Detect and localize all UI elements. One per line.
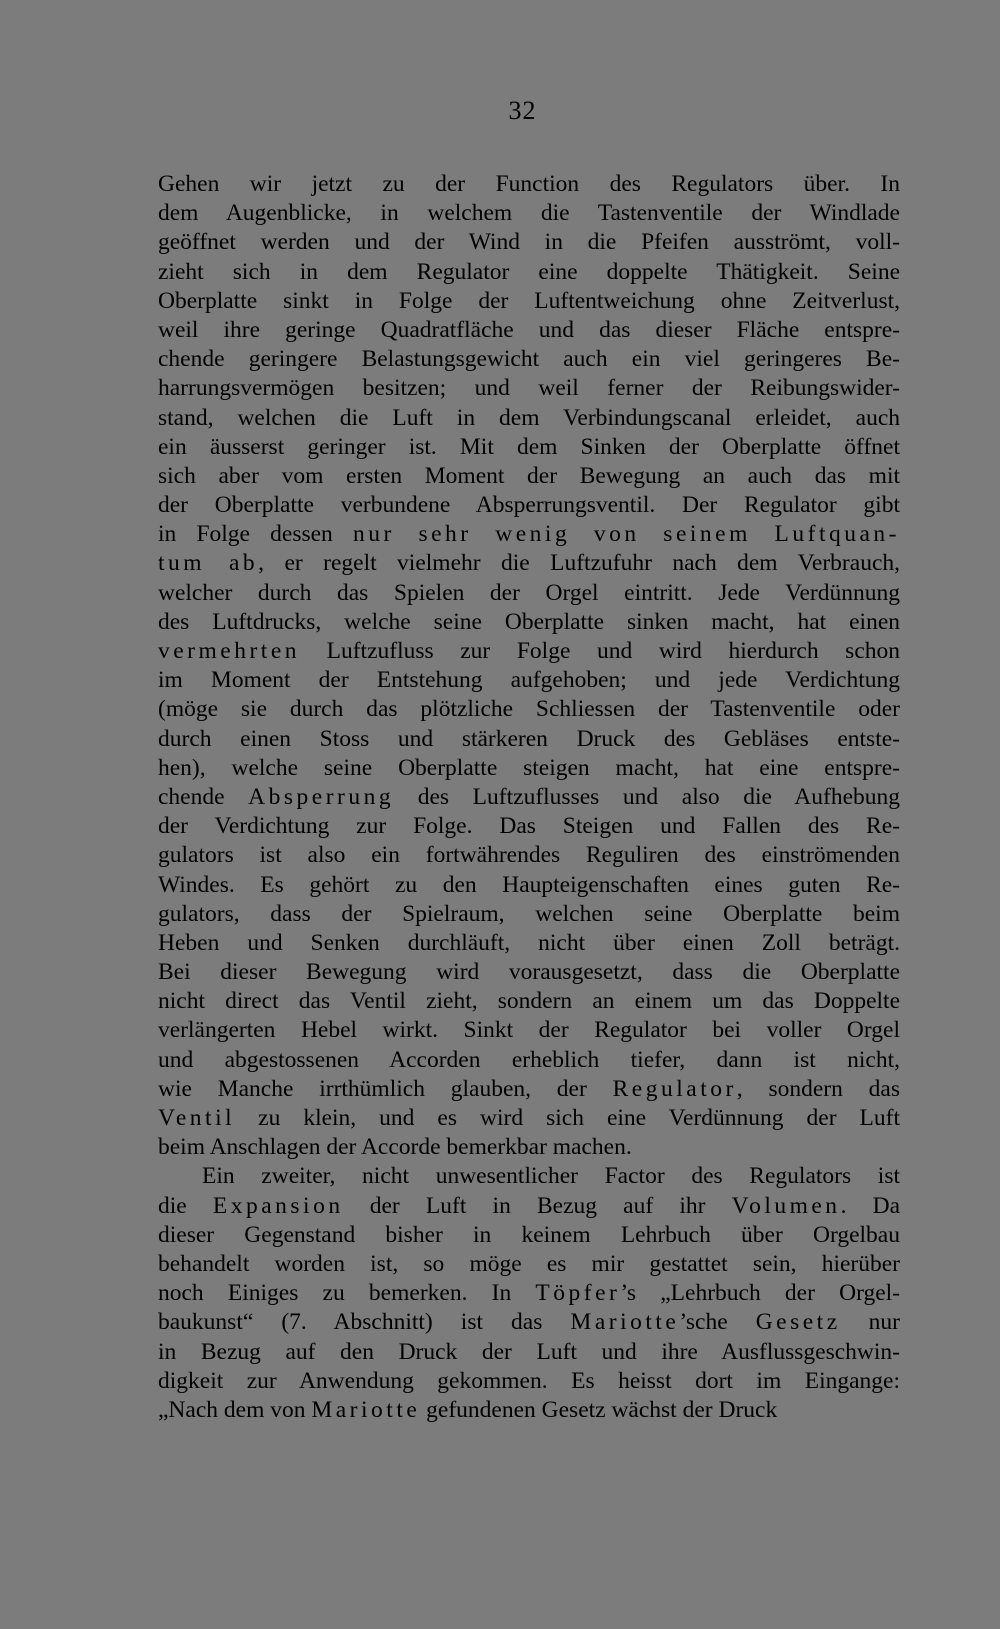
text-line [158, 929, 900, 958]
text-line [158, 987, 900, 1016]
text-line [158, 549, 900, 578]
text-segment: „Nach dem von [158, 1396, 312, 1423]
text-line [158, 754, 900, 783]
text-segment: Oberplatte sinkt in Folge der Luftentweichung ohne Zeitverlust, [158, 287, 900, 314]
text-line [158, 1133, 900, 1162]
text-line [158, 1396, 900, 1425]
emphasized-text: Gesetz [755, 1309, 841, 1336]
text-line [158, 1338, 900, 1367]
text-line [158, 374, 900, 403]
text-segment: Bei dieser Bewegung wird vorausgesetzt, dass die Oberplatte [158, 959, 900, 986]
text-segment: des Luftzuflusses und also die Aufhebung [394, 783, 900, 810]
page-number: 32 [508, 96, 537, 125]
text-line [158, 316, 900, 345]
emphasized-text: Mariotte [311, 1396, 421, 1423]
text-segment: dieser Gegenstand bisher in keinem Lehrbuch über Orgelbau [158, 1221, 900, 1248]
emphasized-text: nur sehr wenig von seinem Luftquan- [352, 521, 900, 548]
text-segment: dem Augenblicke, in welchem die Tastenventile der Windlade [158, 200, 900, 227]
text-segment: beim Anschlagen der Accorde bemerkbar machen. [158, 1134, 632, 1161]
text-line [158, 1367, 900, 1396]
text-segment: zu klein, und es wird sich eine Verdünnung der Luft [235, 1105, 900, 1131]
text-segment: behandelt worden ist, so möge es mir gestattet sein, hierüber [158, 1250, 900, 1277]
text-segment: Heben und Senken durchläuft, nicht über einen Zoll beträgt. [158, 929, 900, 956]
text-line [158, 812, 900, 841]
text-segment: chende [158, 783, 249, 810]
text-segment: des Luftdrucks, welche seine Oberplatte sinken macht, hat einen [158, 608, 900, 635]
text-segment: gulators ist also ein fortwährendes Reguliren des einströmenden [158, 842, 900, 869]
text-line [158, 666, 900, 695]
text-segment: Luftzufluss zur Folge und wird hierdurch schon [300, 638, 900, 664]
emphasized-text: Mariotte [570, 1309, 680, 1336]
paragraph [158, 1162, 900, 1425]
text-line [158, 1162, 900, 1191]
emphasized-text: tum ab [158, 550, 259, 577]
text-line [158, 1221, 900, 1250]
text-line [158, 958, 900, 987]
text-segment: in Bezug auf den Druck der Luft und ihre Ausflussgeschwin- [158, 1338, 900, 1365]
text-segment: digkeit zur Anwendung gekommen. Es heisst dort im Eingange: [158, 1367, 900, 1394]
text-segment: , er regelt vielmehr die Luftzufuhr nach dem Verbrauch, [258, 550, 900, 577]
text-segment: gefundenen Gesetz wächst der Druck [420, 1396, 778, 1423]
text-segment: noch Einiges zu bemerken. In [158, 1280, 536, 1307]
text-line [158, 404, 900, 433]
text-line [158, 1250, 900, 1279]
text-segment: Gehen wir jetzt zu der Function des Regulators über. In [158, 171, 900, 197]
text-segment: hen), welche seine Oberplatte steigen macht, hat eine entspre- [158, 754, 900, 781]
text-line [158, 1075, 900, 1104]
text-line [158, 199, 900, 228]
text-segment: weil ihre geringe Quadratfläche und das dieser Fläche entspre- [158, 316, 900, 343]
text-segment: welcher durch das Spielen der Orgel eintritt. Jede Verdünnung [158, 579, 900, 606]
text-line [158, 491, 900, 520]
text-line [158, 170, 900, 199]
text-segment: ’sche [679, 1309, 756, 1336]
text-line [158, 1016, 900, 1045]
text-segment: durch einen Stoss und stärkeren Druck des Gebläses entste- [158, 725, 900, 752]
text-segment: der Luft in Bezug auf ihr [343, 1192, 732, 1219]
text-segment: nur [840, 1309, 900, 1336]
text-line [158, 258, 900, 287]
text-segment: der Verdichtung zur Folge. Das Steigen und Fallen des Re- [158, 813, 900, 840]
text-segment: sich aber vom ersten Moment der Bewegung an auch das mit [158, 462, 900, 489]
text-segment: verlängerten Hebel wirkt. Sinkt der Regulator bei voller Orgel [158, 1017, 900, 1044]
text-segment: stand, welchen die Luft in dem Verbindungscanal erleidet, auch [158, 404, 900, 431]
text-segment: wie Manche irrthümlich glauben, der [158, 1075, 613, 1102]
text-line [158, 287, 900, 316]
text-line [158, 462, 900, 491]
text-segment: Windes. Es gehört zu den Haupteigenschaften eines guten Re- [158, 871, 900, 898]
text-line [158, 725, 900, 754]
text-line [158, 1046, 900, 1075]
text-line [158, 1308, 900, 1337]
text-segment: und abgestossenen Accorden erheblich tiefer, dann ist nicht, [158, 1046, 900, 1073]
paragraph [158, 170, 900, 1162]
text-line [158, 695, 900, 724]
text-segment: nicht direct das Ventil zieht, sondern an einem um das Doppelte [158, 988, 900, 1015]
text-segment: (möge sie durch das plötzliche Schliessen der Tastenventile oder [158, 696, 900, 723]
emphasized-text: Expansion [212, 1192, 344, 1219]
text-segment: die [158, 1192, 213, 1219]
text-line [158, 783, 900, 812]
text-segment: ein äusserst geringer ist. Mit dem Sinken der Oberplatte öffnet [158, 433, 900, 460]
text-line [158, 345, 900, 374]
text-segment: baukunst“ (7. Abschnitt) ist das [158, 1309, 571, 1336]
text-segment: geöffnet werden und der Wind in die Pfeifen ausströmt, voll- [158, 229, 900, 256]
text-line [158, 1279, 900, 1308]
text-line [158, 520, 900, 549]
text-line [158, 608, 900, 637]
text-segment: zieht sich in dem Regulator eine doppelte Thätigkeit. Seine [158, 258, 900, 285]
text-line [158, 228, 900, 257]
emphasized-text: Volumen [731, 1192, 841, 1219]
text-line [158, 900, 900, 929]
text-line [158, 841, 900, 870]
text-line [158, 1192, 900, 1221]
text-line [158, 579, 900, 608]
text-line [158, 1104, 900, 1133]
emphasized-text: vermehrten [158, 638, 301, 664]
text-segment: im Moment der Entstehung aufgehoben; und jede Verdichtung [158, 667, 900, 694]
text-segment: , sondern das [736, 1075, 900, 1102]
emphasized-text: Regulator [612, 1075, 737, 1102]
emphasized-text: Absperrung [248, 783, 395, 810]
text-segment: harrungsvermögen besitzen; und weil ferner der Reibungswider- [158, 375, 900, 402]
emphasized-text: Töpfer [535, 1280, 621, 1307]
text-segment: chende geringere Belastungsgewicht auch ein viel geringeres Be- [158, 346, 900, 373]
text-line [158, 637, 900, 666]
text-line [158, 433, 900, 462]
text-line [158, 871, 900, 900]
text-segment: gulators, dass der Spielraum, welchen seine Oberplatte beim [158, 900, 900, 927]
emphasized-text: Ventil [158, 1105, 236, 1131]
text-segment: der Oberplatte verbundene Absperrungsventil. Der Regulator gibt [158, 492, 900, 519]
body-text [158, 170, 900, 1425]
text-segment: ’s „Lehrbuch der Orgel- [620, 1280, 900, 1307]
text-segment: Ein zweiter, nicht unwesentlicher Factor des Regulators ist [202, 1163, 900, 1190]
text-segment: in Folge dessen [158, 521, 353, 548]
text-segment: . Da [840, 1192, 900, 1219]
